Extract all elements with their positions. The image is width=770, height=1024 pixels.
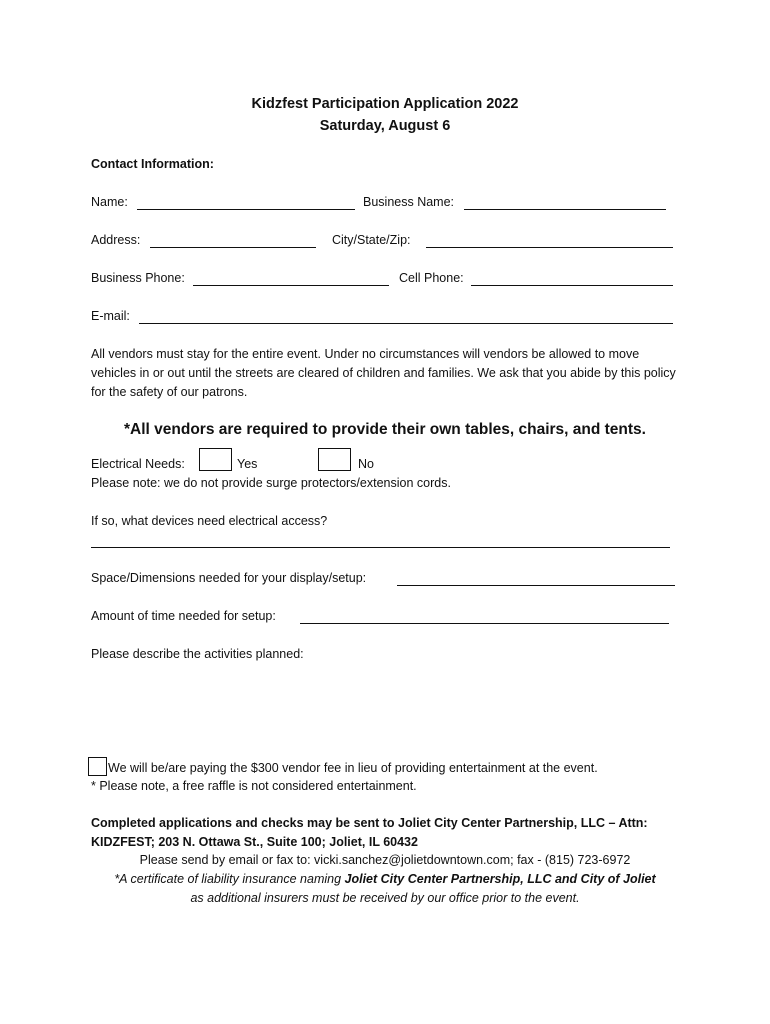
business-phone-label: Business Phone: — [91, 271, 185, 285]
address-label: Address: — [91, 233, 141, 247]
insurance-named-parties: Joliet City Center Partnership, LLC and City of Joliet — [344, 872, 656, 886]
vendor-policy-text: All vendors must stay for the entire event. Under no circumstances will vendors be allowed to move vehicles in or out until the streets are cleared of children and families. We ask that you abide by this policy for the safety of our patrons. — [91, 347, 676, 399]
space-dimensions-field[interactable] — [397, 585, 675, 586]
insurance-prefix: *A certificate of liability insurance naming — [114, 872, 345, 886]
vendor-fee-checkbox[interactable] — [88, 757, 107, 776]
insurance-requirement-line2: as additional insurers must be received by our office prior to the event. — [190, 891, 580, 905]
insurance-requirement-line1 — [60, 872, 710, 886]
activities-field[interactable] — [91, 670, 673, 750]
city-state-zip-field[interactable] — [426, 247, 673, 248]
city-state-zip-label: City/State/Zip: — [332, 233, 411, 247]
vendor-requirement-note: *All vendors are required to provide their own tables, chairs, and tents. — [124, 421, 646, 438]
business-phone-field[interactable] — [193, 285, 389, 286]
address-field[interactable] — [150, 247, 316, 248]
setup-time-label: Amount of time needed for setup: — [91, 609, 276, 623]
submission-address-line1: Completed applications and checks may be sent to Joliet City Center Partnership, LLC – Attn: — [91, 816, 648, 830]
event-date: Saturday, August 6 — [319, 118, 451, 134]
submission-address-line2: KIDZFEST; 203 N. Ottawa St., Suite 100; Joliet, IL 60432 — [91, 835, 418, 849]
electrical-yes-checkbox[interactable] — [199, 448, 232, 471]
devices-field[interactable] — [91, 547, 670, 548]
devices-question-label: If so, what devices need electrical access? — [91, 514, 328, 528]
electrical-no-label: No — [358, 457, 374, 471]
contact-heading: Contact Information: — [91, 157, 214, 171]
setup-time-field[interactable] — [300, 623, 669, 624]
activities-label: Please describe the activities planned: — [91, 647, 304, 661]
electrical-yes-label: Yes — [237, 457, 258, 471]
contact-email-fax: Please send by email or fax to: vicki.sanchez@jolietdowntown.com; fax - (815) 723-6972 — [139, 853, 631, 867]
cell-phone-field[interactable] — [471, 285, 673, 286]
name-label: Name: — [91, 195, 128, 209]
space-dimensions-label: Space/Dimensions needed for your display/setup: — [91, 571, 367, 585]
business-name-label: Business Name: — [363, 195, 455, 209]
electrical-needs-label: Electrical Needs: — [91, 457, 185, 471]
form-title: Kidzfest Participation Application 2022 — [251, 96, 519, 112]
name-field[interactable] — [137, 209, 355, 210]
email-field[interactable] — [139, 323, 673, 324]
electrical-no-checkbox[interactable] — [318, 448, 351, 471]
business-name-field[interactable] — [464, 209, 666, 210]
vendor-fee-label: We will be/are paying the $300 vendor fee in lieu of providing entertainment at the event. — [108, 761, 598, 775]
email-label: E-mail: — [91, 309, 130, 323]
surge-protector-note: Please note: we do not provide surge protectors/extension cords. — [91, 476, 451, 490]
cell-phone-label: Cell Phone: — [399, 271, 464, 285]
raffle-note: * Please note, a free raffle is not considered entertainment. — [91, 779, 417, 793]
